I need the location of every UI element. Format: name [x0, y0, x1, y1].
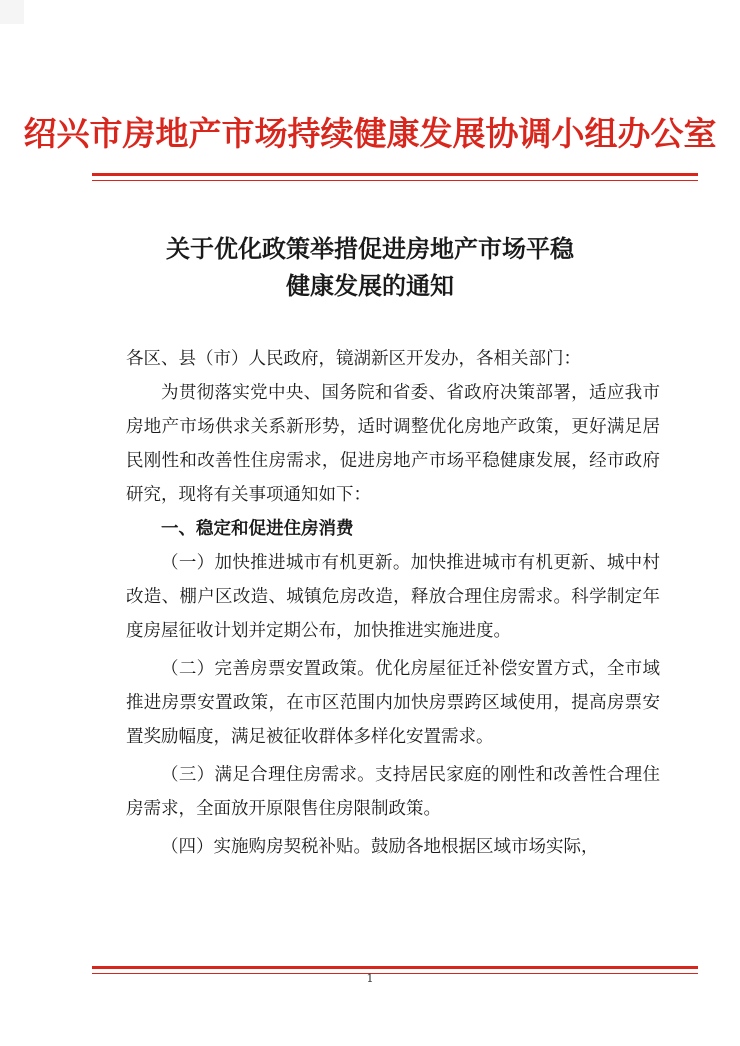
- item-paragraph-4: [126, 830, 660, 864]
- issuing-organization-header: 绍兴市房地产市场持续健康发展协调小组办公室: [23, 114, 717, 153]
- page-number: 1: [366, 972, 374, 985]
- item-lead-1: （一）加快推进城市有机更新。: [161, 553, 411, 573]
- item-lead-2: （二）完善房票安置政策。: [161, 659, 375, 679]
- document-body: [126, 342, 660, 864]
- item-paragraph-2: [126, 652, 660, 754]
- item-text-3: 支持居民家庭的刚性和改善性合理住房需求，全面放开原限售住房限制政策。: [126, 765, 660, 819]
- footer-red-rule-thick: [92, 966, 698, 969]
- scan-corner-mark: [0, 0, 24, 24]
- header-red-rule-thick: [92, 173, 698, 176]
- item-lead-4: （四）实施购房契税补贴。: [161, 837, 371, 857]
- item-lead-3: （三）满足合理住房需求。: [161, 765, 375, 785]
- document-title-line-1: 关于优化政策举措促进房地产市场平稳: [166, 235, 574, 263]
- salutation: 各区、县（市）人民政府，镜湖新区开发办，各相关部门：: [126, 349, 581, 369]
- item-text-2: 优化房屋征迁补偿安置方式，全市域推进房票安置政策，在市区范围内加快房票跨区域使用，提高房票安置奖励幅度，满足被征收群体多样化安置需求。: [126, 659, 660, 747]
- item-paragraph-1: [126, 546, 660, 648]
- item-paragraph-3: [126, 758, 660, 826]
- item-text-1: 加快推进城市有机更新、城中村改造、棚户区改造、城镇危房改造，释放合理住房需求。科学制定年度房屋征收计划并定期公布，加快推进实施进度。: [126, 553, 661, 641]
- intro-paragraph: 为贯彻落实党中央、国务院和省委、省政府决策部署，适应我市房地产市场供求关系新形势，适时调整优化房地产政策，更好满足居民刚性和改善性住房需求，促进房地产市场平稳健康发展，经市政府研究，现将有关事项通知如下：: [126, 383, 660, 505]
- header-red-rule-thin: [92, 180, 698, 181]
- section-heading-1: 一、稳定和促进住房消费: [161, 519, 354, 539]
- item-text-4: 鼓励各地根据区域市场实际，: [371, 837, 599, 857]
- document-title-line-2: 健康发展的通知: [286, 272, 454, 300]
